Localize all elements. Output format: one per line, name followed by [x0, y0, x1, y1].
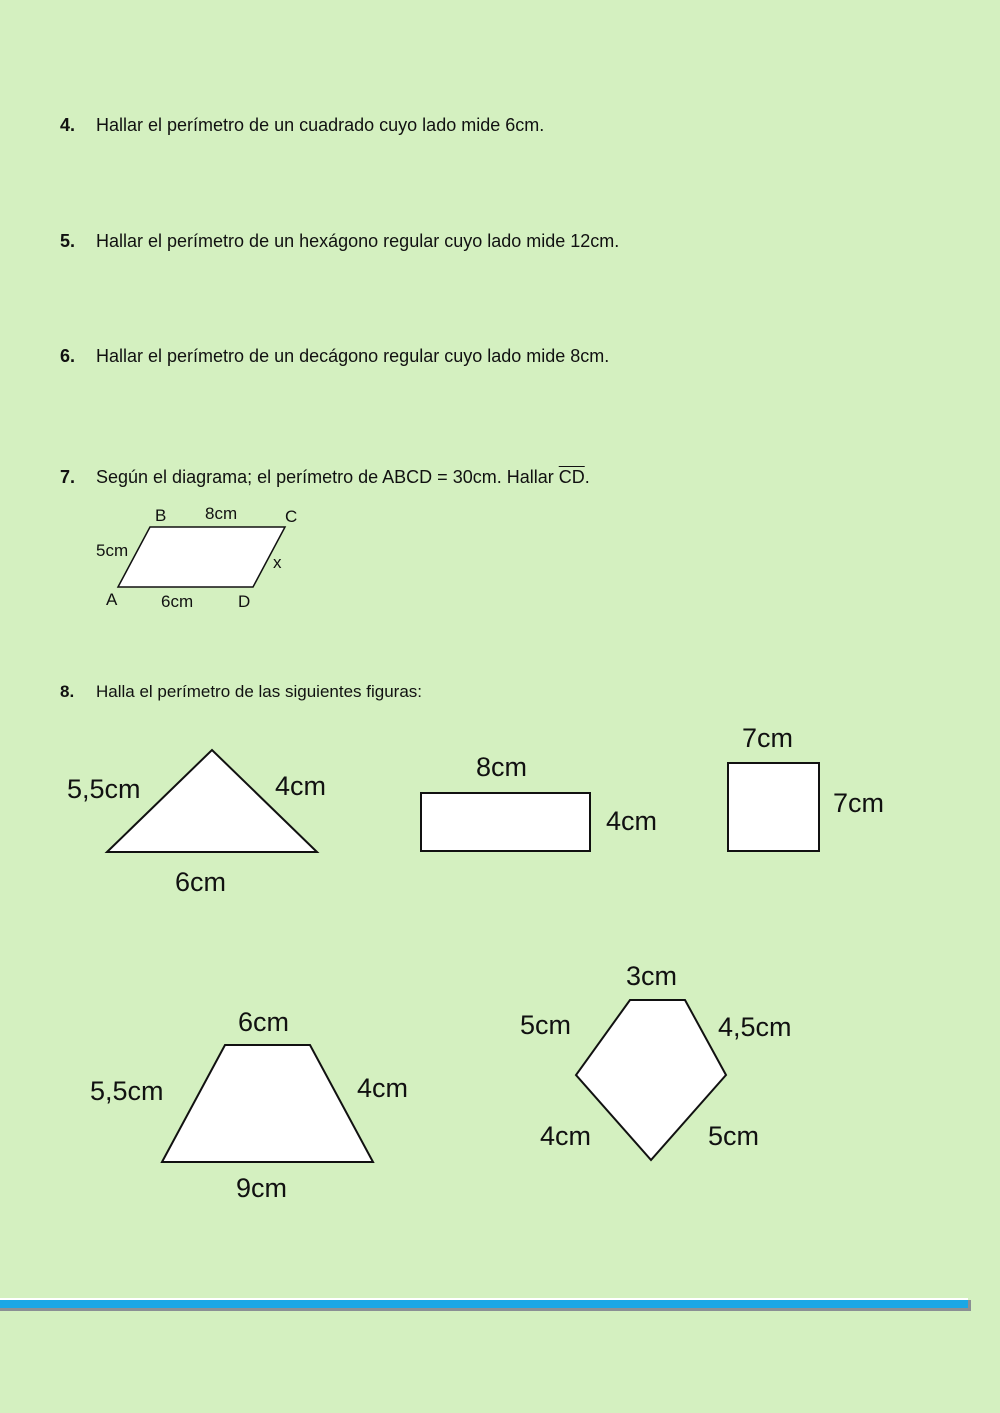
trapezoid-left-label: 5,5cm	[90, 1076, 164, 1106]
question-text: Según el diagrama; el perímetro de ABCD = 30cm. Hallar	[96, 467, 559, 487]
triangle-right-label: 4cm	[275, 771, 327, 801]
pentagon-lower-right-label: 5cm	[708, 1121, 760, 1151]
question-text-end: .	[584, 467, 590, 487]
trapezoid-right-label: 4cm	[357, 1073, 409, 1103]
square-right-label: 7cm	[833, 788, 885, 818]
side-bc-label: 8cm	[205, 504, 238, 523]
question-text: Hallar el perímetro de un decágono regular cuyo lado mide 8cm.	[96, 346, 610, 366]
side-ad-label: 6cm	[161, 592, 194, 611]
trapezoid-shape	[162, 1045, 373, 1162]
parallelogram-abcd	[118, 527, 285, 587]
side-cd-label: x	[273, 553, 282, 572]
side-ab-label: 5cm	[96, 541, 129, 560]
question-text: Hallar el perímetro de un hexágono regular cuyo lado mide 12cm.	[96, 231, 620, 251]
rectangle-top-label: 8cm	[476, 752, 528, 782]
question-number: 5.	[60, 231, 76, 251]
triangle-base-label: 6cm	[175, 867, 227, 897]
pentagon-upper-left-label: 5cm	[520, 1010, 572, 1040]
vertex-d-label: D	[238, 592, 251, 611]
footer-rule	[0, 1300, 971, 1311]
question-number: 8.	[60, 682, 75, 701]
rectangle-right-label: 4cm	[606, 806, 658, 836]
square-top-label: 7cm	[742, 723, 794, 753]
trapezoid-top-label: 6cm	[238, 1007, 290, 1037]
pentagon-top-label: 3cm	[626, 961, 678, 991]
triangle-left-label: 5,5cm	[67, 774, 141, 804]
question-text: Halla el perímetro de las siguientes figuras:	[96, 682, 422, 701]
square-shape	[728, 763, 819, 851]
pentagon-shape	[576, 1000, 726, 1160]
trapezoid-base-label: 9cm	[236, 1173, 288, 1203]
rectangle-shape	[421, 793, 590, 851]
vertex-c-label: C	[285, 507, 298, 526]
segment-cd: $\overline{CD}$	[558, 467, 585, 487]
question-number: 6.	[60, 346, 76, 366]
vertex-a-label: A	[106, 590, 118, 609]
pentagon-lower-left-label: 4cm	[540, 1121, 592, 1151]
question-number: 7.	[60, 467, 76, 487]
vertex-b-label: B	[155, 506, 167, 525]
question-text: Hallar el perímetro de un cuadrado cuyo lado mide 6cm.	[96, 115, 545, 135]
pentagon-upper-right-label: 4,5cm	[718, 1012, 792, 1042]
question-number: 4.	[60, 115, 76, 135]
